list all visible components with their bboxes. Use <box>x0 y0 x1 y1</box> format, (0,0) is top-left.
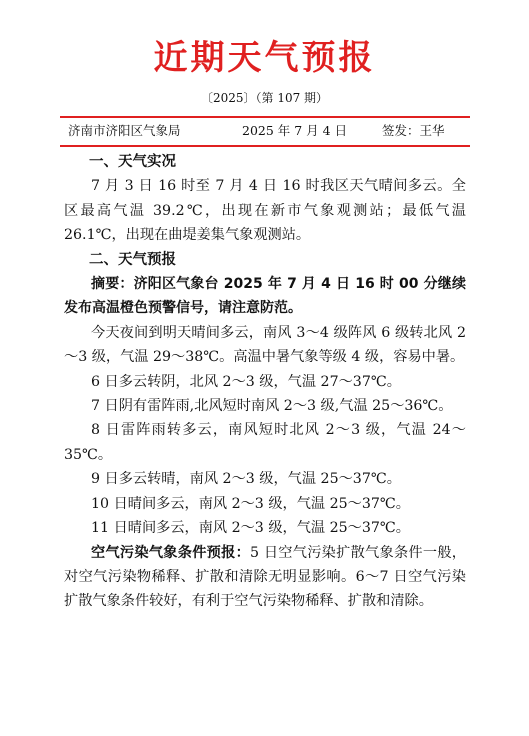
forecast-item: 10 日晴间多云，南风 2～3 级，气温 25～37℃。 <box>91 495 410 512</box>
observed-paragraph: 7 月 3 日 16 时至 7 月 4 日 16 时我区天气晴间多云。全区最高气温 39.2℃，出现在新市气象观测站；最低气温 26.1℃，出现在曲堤姜集气象观测站。 <box>64 178 466 244</box>
forecast-item: 6 日多云转阴，北风 2～3 级，气温 27～37℃。 <box>91 373 401 390</box>
header-meta-row <box>68 121 468 141</box>
forecast-item: 8 日雷阵雨转多云，南风短时北风 2～3 级，气温 24～35℃。 <box>64 422 466 463</box>
forecast-item: 11 日晴间多云，南风 2～3 级，气温 25～37℃。 <box>91 520 410 537</box>
issuing-organization: 济南市济阳区气象局 <box>68 123 181 138</box>
forecast-item: 9 日多云转晴，南风 2～3 级，气温 25～37℃。 <box>91 471 401 488</box>
document-body <box>64 150 466 614</box>
forecast-abstract: 摘要：济阳区气象台 2025 年 7 月 4 日 16 时 00 分继续发布高温橙色预警信号，请注意防范。 <box>64 276 466 317</box>
forecast-item: 今天夜间到明天晴间多云，南风 3～4 级阵风 6 级转北风 2～3 级，气温 29～38℃。高温中暑气象等级 4 级，容易中暑。 <box>64 324 466 366</box>
header-rule-bottom <box>60 145 470 147</box>
forecast-item: 7 日阴有雷阵雨,北风短时南风 2～3 级,气温 25～36℃。 <box>91 398 453 415</box>
pollution-lead: 空气污染气象条件预报： <box>91 544 251 561</box>
masthead-title: 近期天气预报 <box>153 38 376 78</box>
header-rule-top <box>60 116 470 118</box>
issue-year: 〔2025〕 <box>200 91 256 105</box>
signer: 签发：王华 <box>382 123 445 138</box>
section-title-observed: 一、天气实况 <box>89 154 176 170</box>
document-masthead <box>0 36 529 80</box>
issue-number: （第 107 期） <box>255 91 329 105</box>
section-title-forecast: 二、天气预报 <box>89 251 176 268</box>
pollution-paragraph <box>64 541 466 614</box>
pollution-text: 5 日空气污染扩散气象条件一般，对空气污染物稀释、扩散和清除无明显影响。6～7 日空气污染扩散气象条件较好，有利于空气污染物稀释、扩散和清除。 <box>64 544 466 610</box>
issue-line <box>0 90 529 106</box>
issue-date: 2025 年 7 月 4 日 <box>242 123 348 138</box>
